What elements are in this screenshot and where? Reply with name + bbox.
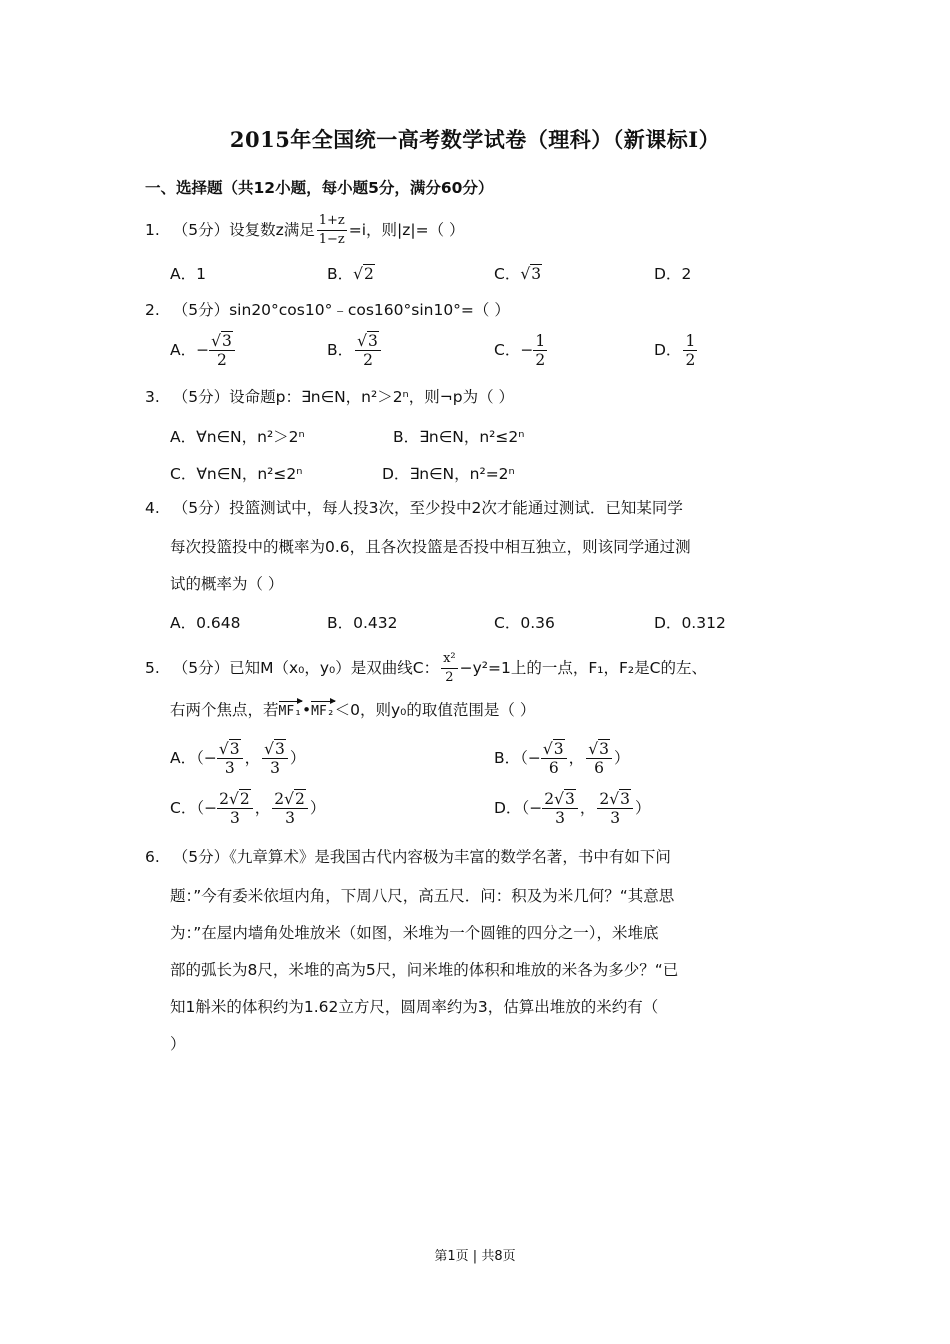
fraction-numerator: √3 [586, 740, 612, 759]
fraction-denominator: 3 [224, 759, 235, 777]
fraction [541, 740, 567, 777]
question-text: sin20°cos10°﹣cos160°sin10°=（ ） [229, 301, 510, 319]
question-score: （5分） [172, 499, 230, 517]
option-label: B． [393, 428, 420, 446]
option-label: C． [494, 265, 521, 283]
option-text: ∀n∈N，n²≤2ⁿ [196, 465, 303, 483]
question-number: 4. [145, 499, 160, 517]
option-d[interactable] [654, 611, 726, 633]
option-text: 0.36 [520, 614, 555, 632]
option-c[interactable] [494, 611, 555, 633]
option-label: C． [494, 614, 521, 632]
option-d[interactable] [382, 462, 515, 484]
radicand: 3 [222, 332, 232, 350]
option-b[interactable] [327, 332, 383, 369]
question-1 [145, 212, 465, 249]
fraction-denominator: 3 [285, 809, 295, 827]
option-label: C． [170, 799, 197, 817]
sqrt: √2 [353, 265, 374, 283]
question-text: 设复数z满足 [229, 221, 315, 239]
fraction-numerator: 2√2 [272, 790, 308, 809]
fraction-numerator: √3 [541, 740, 567, 759]
option-label: C． [170, 465, 197, 483]
fraction-numerator: √3 [209, 332, 235, 351]
fraction-denominator: 3 [270, 759, 280, 777]
question-number: 6. [145, 848, 160, 866]
option-text: 1 [196, 265, 206, 283]
question-text: 已知M（x₀，y₀）是双曲线C： [229, 659, 440, 677]
option-label: C． [494, 341, 521, 359]
option-d[interactable] [654, 262, 691, 284]
option-text: 2 [681, 265, 692, 283]
page-title: 2015年全国统一高考数学试卷（理科）（新课标Ⅰ） [229, 127, 721, 152]
option-label: D． [654, 341, 682, 359]
fraction [441, 650, 458, 687]
fraction-denominator: 6 [548, 759, 559, 777]
option-text: 0.312 [681, 614, 726, 632]
option-d[interactable] [654, 332, 699, 369]
question-5 [145, 650, 707, 687]
dot-operator: • [302, 701, 312, 719]
question-text-line: 题：”今有委米依垣内角，下周八尺，高五尺．问：积及为米几何？“其意思 [170, 887, 675, 905]
option-text: ∃n∈N，n²=2ⁿ [409, 465, 515, 483]
fraction-denominator: 1−z [318, 232, 345, 247]
fraction [272, 790, 308, 827]
question-text-line: 试的概率为（ ） [170, 575, 284, 593]
question-text: 设命题p：∃n∈N，n²＞2ⁿ，则¬p为（ ） [229, 388, 514, 406]
option-b[interactable]: B．（− $\frac{√3}{6}$ ， $\frac{√3}{6}$ ） [494, 740, 630, 777]
fraction-numerator: 1+z [317, 212, 347, 231]
fraction-denominator: 6 [594, 759, 604, 777]
fraction-numerator: √3 [217, 740, 243, 759]
question-number: 5. [145, 659, 160, 677]
option-label: A． [170, 428, 197, 446]
option-label: B． [494, 749, 521, 767]
fraction-numerator: 2√2 [217, 790, 253, 809]
option-label: B． [327, 614, 354, 632]
option-label: A． [170, 614, 197, 632]
option-label: B． [327, 341, 354, 359]
question-score: （5分） [172, 221, 230, 239]
fraction-numerator: 1 [685, 332, 696, 350]
minus-sign: − [196, 341, 210, 359]
radicand: 3 [531, 265, 542, 283]
question-text: ＜0，则y₀的取值范围是（ ） [334, 701, 536, 719]
option-a[interactable] [170, 262, 206, 284]
vector-mf1: MF₁ [279, 699, 302, 719]
option-text: ∀n∈N，n²＞2ⁿ [196, 428, 305, 446]
page-footer: 第1页 | 共8页 [434, 1249, 516, 1264]
question-text: =i，则|z|=（ ） [348, 221, 465, 239]
fraction [355, 332, 381, 369]
fraction-denominator: 3 [610, 809, 621, 827]
fraction [262, 740, 288, 777]
question-number: 2. [145, 301, 160, 319]
minus-sign: − [520, 341, 534, 359]
fraction [217, 790, 253, 827]
sqrt: √3 [520, 265, 542, 283]
option-b[interactable] [327, 262, 375, 284]
question-text: 投篮测试中，每人投3次，至少投中2次才能通过测试．已知某同学 [229, 499, 683, 517]
fraction [317, 212, 347, 249]
fraction-numerator: x² [441, 650, 458, 669]
option-b[interactable] [327, 611, 398, 633]
fraction [597, 790, 633, 827]
fraction-denominator: 3 [229, 809, 240, 827]
option-label: D． [654, 614, 682, 632]
fraction [209, 332, 235, 369]
fraction [683, 332, 697, 369]
option-a[interactable] [170, 425, 305, 447]
question-score: （5分） [172, 388, 230, 406]
option-c[interactable] [494, 262, 542, 284]
question-text-line [170, 698, 535, 720]
question-text-line: ） [170, 1035, 186, 1053]
question-score: （5分） [172, 301, 230, 319]
question-number: 1. [145, 221, 160, 239]
fraction-denominator: 3 [555, 809, 565, 827]
radicand: 2 [364, 265, 374, 283]
option-a[interactable]: A．（− $\frac{√3}{3}$ ， $\frac{√3}{3}$ ） [170, 740, 306, 777]
fraction-numerator: 1 [535, 332, 546, 350]
option-c[interactable] [494, 332, 549, 369]
option-text: 0.648 [196, 614, 241, 632]
question-text-line: 为：”在屋内墙角处堆放米（如图，米堆为一个圆锥的四分之一），米堆底 [170, 924, 659, 942]
question-text-line: 部的弧长为8尺，米堆的高为5尺，问米堆的体积和堆放的米各为多少？“已 [170, 961, 679, 979]
fraction-numerator: √3 [262, 740, 288, 759]
fraction [533, 332, 547, 369]
option-a[interactable] [170, 611, 240, 633]
question-score: （5分） [172, 659, 230, 677]
option-text: ∃n∈N，n²≤2ⁿ [419, 428, 525, 446]
option-c[interactable] [170, 462, 302, 484]
question-text-line: 知1斛米的体积约为1.62立方尺，圆周率约为3，估算出堆放的米约有（ [170, 998, 659, 1016]
section-heading: 一、选择题（共12小题，每小题5分，满分60分） [145, 179, 494, 197]
fraction-numerator: 2√3 [597, 790, 633, 809]
fraction-denominator: 2 [685, 351, 696, 369]
option-label: D． [654, 265, 682, 283]
question-2 [145, 300, 510, 320]
fraction [217, 740, 243, 777]
fraction-denominator: 2 [363, 351, 373, 369]
option-label: A． [170, 749, 197, 767]
option-text: 0.432 [353, 614, 398, 632]
question-6 [145, 847, 671, 867]
fraction-denominator: 2 [535, 351, 546, 369]
question-text: −y²=1上的一点，F₁，F₂是C的左、 [459, 659, 707, 677]
fraction [542, 790, 578, 827]
option-label: A． [170, 265, 197, 283]
fraction-denominator: 2 [217, 351, 227, 369]
question-3 [145, 387, 514, 407]
fraction-denominator: 2 [445, 670, 454, 685]
option-label: D． [382, 465, 410, 483]
option-label: A． [170, 341, 197, 359]
question-score: （5分） [172, 848, 230, 866]
option-c[interactable]: C．（− $\frac{2√2}{3}$ ， $\frac{2√2}{3}$ ） [170, 790, 326, 827]
radicand: 3 [368, 332, 378, 350]
option-label: D． [494, 799, 522, 817]
option-d[interactable]: D．（− $\frac{2√3}{3}$ ， $\frac{2√3}{3}$ ） [494, 790, 651, 827]
question-4 [145, 498, 683, 518]
question-text-line: 每次投篮投中的概率为0.6，且各次投篮是否投中相互独立，则该同学通过测 [170, 538, 691, 556]
vector-mf2: MF₂ [311, 699, 334, 719]
fraction-numerator: 2√3 [542, 790, 578, 809]
fraction-numerator: √3 [355, 332, 381, 351]
question-text: 右两个焦点，若 [170, 701, 279, 719]
fraction [586, 740, 612, 777]
question-text: 《九章算术》是我国古代内容极为丰富的数学名著，书中有如下问 [229, 848, 671, 866]
option-b[interactable] [393, 425, 524, 447]
question-number: 3. [145, 388, 160, 406]
option-label: B． [327, 265, 354, 283]
option-a[interactable] [170, 332, 237, 369]
